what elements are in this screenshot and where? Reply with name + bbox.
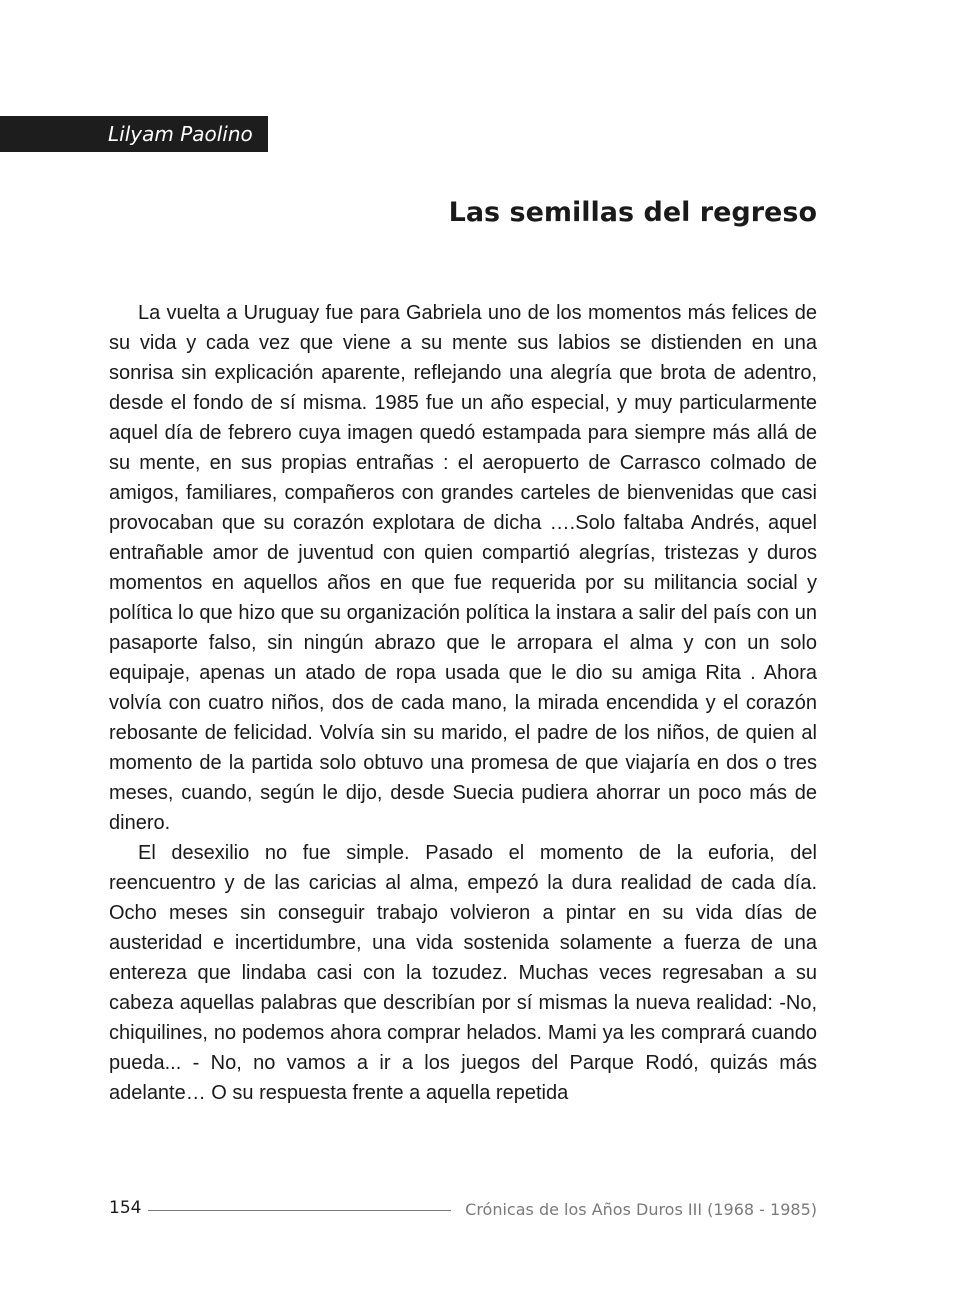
paragraph-2: El desexilio no fue simple. Pasado el momento de la euforia, del reencuentro y de las caricias al alma, empezó la dura realidad de cada día. Ocho meses sin conseguir trabajo volvieron a pintar en su vida días de austeridad e incertidumbre, una vida sostenida solamente a fuerza de una entereza que lindaba casi con la tozudez. Muchas veces regresaban a su cabeza aquellas palabras que describían por sí mismas la nueva realidad: -No, chiquilines, no podemos ahora comprar helados. Mami ya les comprará cuando pueda... - No, no vamos a ir a los juegos del Parque Rodó, quizás más adelante… O su respuesta frente a aquella repetida [109,842,817,1104]
chapter-title: Las semillas del regreso [448,197,817,228]
footer-divider [148,1210,451,1211]
author-name: Lilyam Paolino [108,122,253,146]
body-text [109,298,817,1140]
paragraph-1: La vuelta a Uruguay fue para Gabriela uno de los momentos más felices de su vida y cada vez que viene a su mente sus labios se distienden en una sonrisa sin explicación aparente, reflejando una alegría que brota de adentro, desde el fondo de sí misma. 1985 fue un año especial, y muy particularmente aquel día de febrero cuya imagen quedó estampada para siempre más allá de su mente, en sus propias entrañas : el aeropuerto de Carrasco colmado de amigos, familiares, compañeros con grandes carteles de bienvenidas que casi provocaban que su corazón explotara de dicha ….Solo faltaba Andrés, aquel entrañable amor de juventud con quien compartió alegrías, tristezas y duros momentos en aquellos años en que fue requerida por su militancia social y política lo que hizo que su organización política la instara a salir del país con un pasaporte falso, sin ningún abrazo que le arropara el alma y con un solo equipaje, apenas un atado de ropa usada que le dio su amiga Rita . Ahora volvía con cuatro niños, dos de cada mano, la mirada encendida y el corazón rebosante de felicidad. Volvía sin su marido, el padre de los niños, de quien al momento de la partida solo obtuvo una promesa de que viajaría en dos o tres meses, cuando, según le dijo, desde Suecia pudiera ahorrar un poco más de dinero. [109,302,817,834]
book-title-footer: Crónicas de los Años Duros III (1968 - 1985) [465,1200,817,1219]
page-number: 154 [109,1198,142,1218]
author-header-bar [0,116,268,152]
